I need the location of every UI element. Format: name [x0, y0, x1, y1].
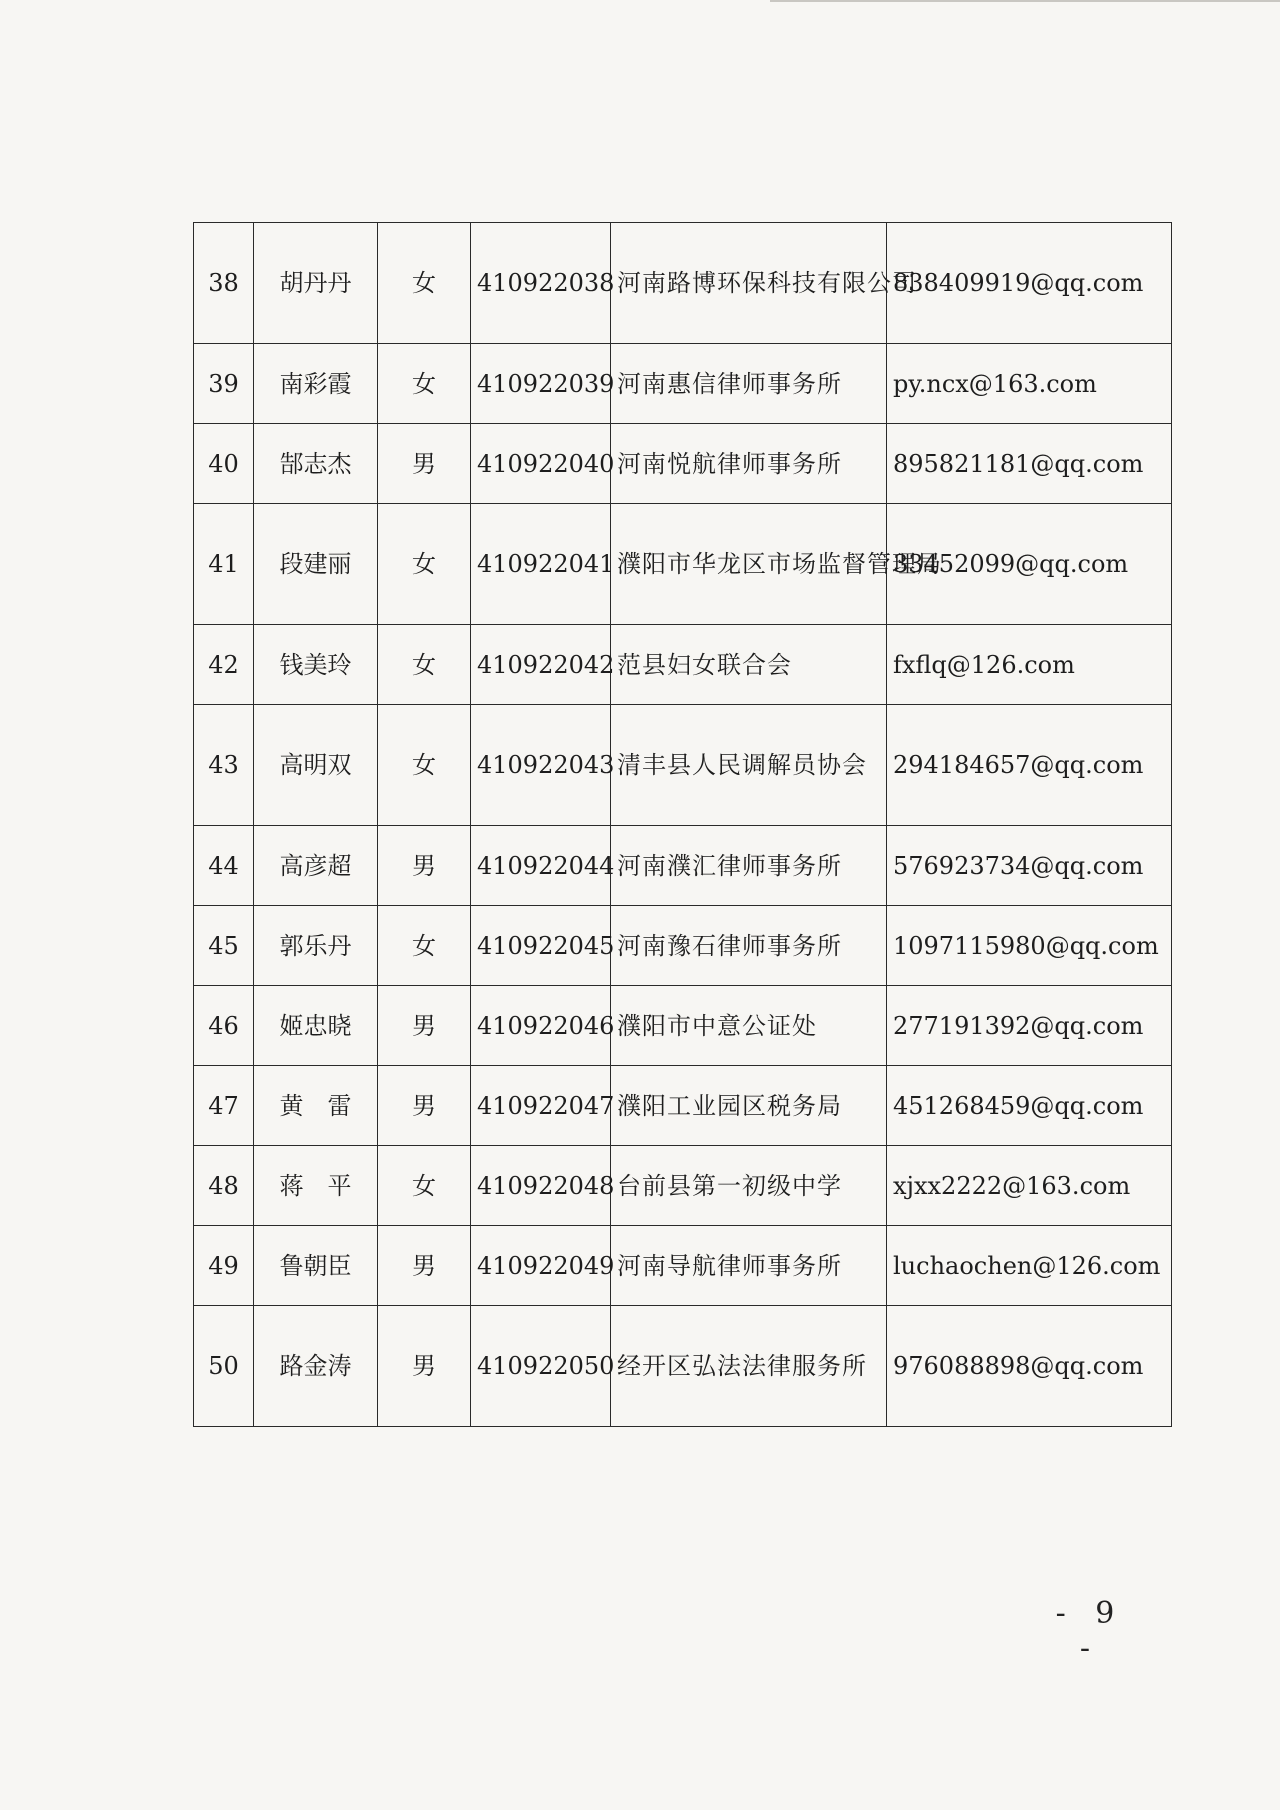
organization-text: 河南悦航律师事务所 — [617, 449, 842, 478]
member-name: 郜志杰 — [254, 424, 378, 504]
member-gender: 男 — [378, 424, 471, 504]
table-row — [194, 1226, 1172, 1306]
table-row — [194, 344, 1172, 424]
organization-text: 濮阳工业园区税务局 — [617, 1091, 842, 1120]
member-name: 黄 雷 — [254, 1066, 378, 1146]
member-email: luchaochen@126.com — [887, 1226, 1172, 1306]
row-number: 38 — [194, 223, 254, 344]
member-roster-table — [193, 222, 1172, 1427]
row-number: 49 — [194, 1226, 254, 1306]
organization-text: 清丰县人民调解员协会 — [617, 751, 867, 779]
member-email: 33452099@qq.com — [887, 504, 1172, 625]
scan-edge-mark — [770, 0, 1280, 2]
member-email: 838409919@qq.com — [887, 223, 1172, 344]
member-organization — [611, 1226, 887, 1306]
page-number: - 9 - — [1055, 1596, 1125, 1666]
member-name: 路金涛 — [254, 1306, 378, 1427]
member-id: 410922047 — [471, 1066, 611, 1146]
row-number: 45 — [194, 906, 254, 986]
member-email: xjxx2222@163.com — [887, 1146, 1172, 1226]
member-organization — [611, 504, 942, 625]
organization-text: 河南路博环保科技有限公司 — [617, 269, 917, 297]
organization-text: 河南惠信律师事务所 — [617, 369, 842, 398]
row-number: 46 — [194, 986, 254, 1066]
organization-text: 经开区弘法法律服务所 — [617, 1352, 867, 1380]
table-row — [194, 504, 1172, 625]
member-organization — [611, 625, 887, 705]
member-name: 钱美玲 — [254, 625, 378, 705]
table-row — [194, 826, 1172, 906]
member-id: 410922042 — [471, 625, 611, 705]
table-row — [194, 223, 1172, 344]
member-email: 576923734@qq.com — [887, 826, 1172, 906]
member-email: 1097115980@qq.com — [887, 906, 1172, 986]
member-id: 410922050 — [471, 1306, 611, 1427]
member-gender: 男 — [378, 1066, 471, 1146]
member-id: 410922049 — [471, 1226, 611, 1306]
member-email: py.ncx@163.com — [887, 344, 1172, 424]
member-id: 410922046 — [471, 986, 611, 1066]
organization-text: 河南濮汇律师事务所 — [617, 851, 842, 880]
member-gender: 男 — [378, 986, 471, 1066]
organization-text: 台前县第一初级中学 — [617, 1171, 842, 1200]
member-email: 976088898@qq.com — [887, 1306, 1172, 1427]
member-id: 410922048 — [471, 1146, 611, 1226]
member-id: 410922045 — [471, 906, 611, 986]
member-organization — [611, 344, 887, 424]
table-row — [194, 906, 1172, 986]
member-gender: 男 — [378, 1226, 471, 1306]
row-number: 48 — [194, 1146, 254, 1226]
member-organization — [611, 1306, 887, 1427]
member-name: 鲁朝臣 — [254, 1226, 378, 1306]
member-organization — [611, 223, 917, 344]
member-organization — [611, 906, 887, 986]
row-number: 42 — [194, 625, 254, 705]
member-id: 410922039 — [471, 344, 611, 424]
member-gender: 女 — [378, 625, 471, 705]
member-email: 277191392@qq.com — [887, 986, 1172, 1066]
row-number: 39 — [194, 344, 254, 424]
member-id: 410922043 — [471, 705, 611, 826]
table-row — [194, 424, 1172, 504]
member-gender: 女 — [378, 906, 471, 986]
member-organization — [611, 826, 887, 906]
row-number: 50 — [194, 1306, 254, 1427]
organization-text: 河南导航律师事务所 — [617, 1251, 842, 1280]
member-name: 高明双 — [254, 705, 378, 826]
member-gender: 女 — [378, 1146, 471, 1226]
organization-text: 濮阳市中意公证处 — [617, 1011, 817, 1040]
table-row — [194, 1146, 1172, 1226]
organization-text: 河南豫石律师事务所 — [617, 931, 842, 960]
member-id: 410922040 — [471, 424, 611, 504]
member-gender: 女 — [378, 344, 471, 424]
table-row — [194, 625, 1172, 705]
row-number: 41 — [194, 504, 254, 625]
table-row — [194, 705, 1172, 826]
row-number: 40 — [194, 424, 254, 504]
member-name: 蒋 平 — [254, 1146, 378, 1226]
member-organization — [611, 986, 887, 1066]
member-organization — [611, 705, 887, 826]
organization-text: 范县妇女联合会 — [617, 650, 792, 679]
member-id: 410922041 — [471, 504, 611, 625]
row-number: 47 — [194, 1066, 254, 1146]
organization-text: 濮阳市华龙区市场监督管理局 — [617, 550, 942, 578]
member-gender: 男 — [378, 1306, 471, 1427]
member-organization — [611, 424, 887, 504]
member-name: 姬忠晓 — [254, 986, 378, 1066]
member-gender: 女 — [378, 223, 471, 344]
member-id: 410922044 — [471, 826, 611, 906]
member-name: 郭乐丹 — [254, 906, 378, 986]
row-number: 44 — [194, 826, 254, 906]
member-organization — [611, 1066, 887, 1146]
member-email: fxflq@126.com — [887, 625, 1172, 705]
member-gender: 女 — [378, 504, 471, 625]
member-email: 451268459@qq.com — [887, 1066, 1172, 1146]
member-organization — [611, 1146, 887, 1226]
table-row — [194, 1306, 1172, 1427]
member-id: 410922038 — [471, 223, 611, 344]
member-gender: 男 — [378, 826, 471, 906]
row-number: 43 — [194, 705, 254, 826]
member-name: 段建丽 — [254, 504, 378, 625]
member-name: 高彦超 — [254, 826, 378, 906]
member-gender: 女 — [378, 705, 471, 826]
member-email: 895821181@qq.com — [887, 424, 1172, 504]
member-name: 胡丹丹 — [254, 223, 378, 344]
table-row — [194, 986, 1172, 1066]
member-name: 南彩霞 — [254, 344, 378, 424]
member-email: 294184657@qq.com — [887, 705, 1172, 826]
table-row — [194, 1066, 1172, 1146]
